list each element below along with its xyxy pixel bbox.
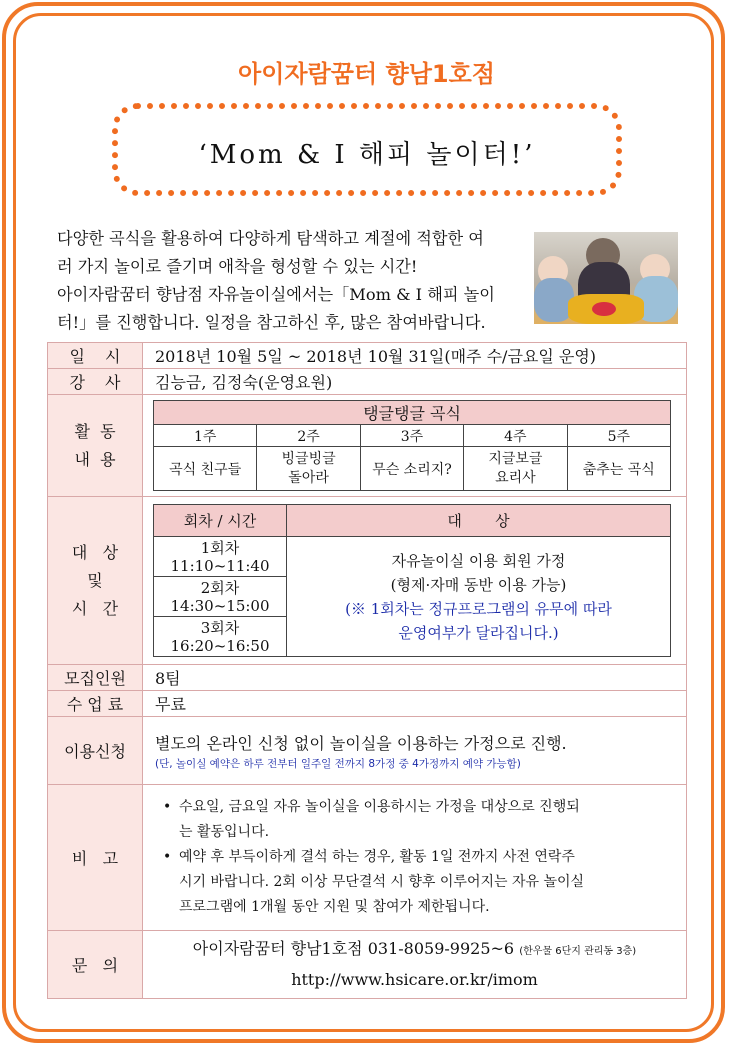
- target-description: 자유놀이실 이용 회원 가정 (형제·자매 동반 이용 가능) (※ 1회차는 정규프로그램의 유무에 따라 운영여부가 달라집니다.): [287, 537, 671, 657]
- schedule-row: [48, 343, 687, 369]
- target-header: 대 상: [287, 505, 671, 537]
- activity-row: [48, 395, 687, 497]
- session-cell: 3회차 16:20~16:50: [154, 617, 287, 657]
- fee-label: 수 업 료: [48, 691, 143, 717]
- week-activity: 빙글빙글 돌아라: [257, 447, 360, 491]
- week-header: 2주: [257, 425, 360, 447]
- target-row: [48, 497, 687, 665]
- instructor-value: 김능금, 김정숙(운영요원): [143, 369, 687, 395]
- contact-row: [48, 931, 687, 999]
- week-activity: 지글보글 요리사: [464, 447, 567, 491]
- schedule-label: 일시: [48, 343, 143, 369]
- activity-table: [153, 400, 671, 491]
- remark-item: • 예약 후 부득이하게 결석 하는 경우, 활동 1일 전까지 사전 연락주 시기 바랍니다. 2회 이상 무단결석 시 향후 이루어지는 자유 놀이실 프로그램에 1개월 동안 지원 및 참여가 제한됩니다.: [161, 845, 678, 920]
- recruit-value: 8팀: [143, 665, 687, 691]
- fee-value: 무료: [143, 691, 687, 717]
- apply-value: 별도의 온라인 신청 없이 놀이실을 이용하는 가정으로 진행.: [155, 733, 567, 753]
- activity-cell: [143, 395, 687, 497]
- apply-label: 이용신청: [48, 717, 143, 785]
- contact-label: 문 의: [48, 931, 143, 999]
- activity-title: 탱글탱글 곡식: [154, 401, 671, 425]
- program-title: ‘Mom & I 해피 놀이터!’: [198, 140, 536, 170]
- remarks-row: [48, 785, 687, 931]
- week-activity: 무슨 소리지?: [360, 447, 463, 491]
- activity-label-line: 내 용: [74, 449, 116, 469]
- session-notice: 운영여부가 달라집니다.): [398, 623, 559, 642]
- recruit-label: 모집인원: [48, 665, 143, 691]
- intro-line: 러 가지 놀이로 즐기며 애착을 형성할 수 있는 시간!: [57, 257, 418, 276]
- instructor-row: [48, 369, 687, 395]
- fee-row: [48, 691, 687, 717]
- target-label-line: 및: [87, 570, 103, 590]
- website-link[interactable]: http://www.hsicare.or.kr/imom: [291, 970, 538, 989]
- target-label-line: 시 간: [71, 598, 119, 618]
- week-header: 3주: [360, 425, 463, 447]
- target-label: [48, 497, 143, 665]
- contact-cell: [143, 931, 687, 999]
- remark-item: • 수요일, 금요일 자유 놀이실을 이용하시는 가정을 대상으로 진행되 는 활동입니다.: [161, 795, 678, 845]
- recruit-row: [48, 665, 687, 691]
- activity-label: [48, 395, 143, 497]
- week-header: 5주: [567, 425, 670, 447]
- activity-label-line: 활 동: [74, 421, 116, 441]
- instructor-label: 강사: [48, 369, 143, 395]
- week-header: 1주: [154, 425, 257, 447]
- target-cell: [143, 497, 687, 665]
- remarks-cell: [143, 785, 687, 931]
- intro-line: 아이자람꿈터 향남점 자유놀이실에서는「Mom & I 해피 놀이: [57, 285, 495, 304]
- intro-line: 다양한 곡식을 활용하여 다양하게 탐색하고 계절에 적합한 여: [57, 229, 484, 248]
- contact-main: 아이자람꿈터 향남1호점 031-8059-9925~6: [192, 939, 515, 958]
- target-label-line: 대 상: [71, 542, 119, 562]
- session-header: 회차 / 시간: [154, 505, 287, 537]
- remarks-list: [161, 795, 678, 920]
- session-cell: 1회차 11:10~11:40: [154, 537, 287, 577]
- week-activity: 곡식 친구들: [154, 447, 257, 491]
- session-cell: 2회차 14:30~15:00: [154, 577, 287, 617]
- apply-note: (단, 놀이실 예약은 하루 전부터 일주일 전까지 8가정 중 4가정까지 예약 가능함): [155, 757, 521, 770]
- intro-line: 터!」를 진행합니다. 일정을 참고하신 후, 많은 참여바랍니다.: [57, 313, 486, 332]
- session-notice: (※ 1회차는 정규프로그램의 유무에 따라: [345, 599, 612, 618]
- schedule-value: 2018년 10월 5일 ~ 2018년 10월 31일(매주 수/금요일 운영): [143, 343, 687, 369]
- info-table: [47, 342, 687, 999]
- contact-address: (한우물 6단지 관리동 3층): [519, 946, 637, 957]
- children-playing-photo: [534, 232, 678, 324]
- apply-cell: [143, 717, 687, 785]
- week-header: 4주: [464, 425, 567, 447]
- intro-text: [57, 225, 531, 337]
- org-title: 아이자람꿈터 향남1호점: [238, 60, 495, 88]
- apply-row: [48, 717, 687, 785]
- week-activity: 춤추는 곡식: [567, 447, 670, 491]
- target-table: [153, 504, 671, 657]
- remarks-label: 비 고: [48, 785, 143, 931]
